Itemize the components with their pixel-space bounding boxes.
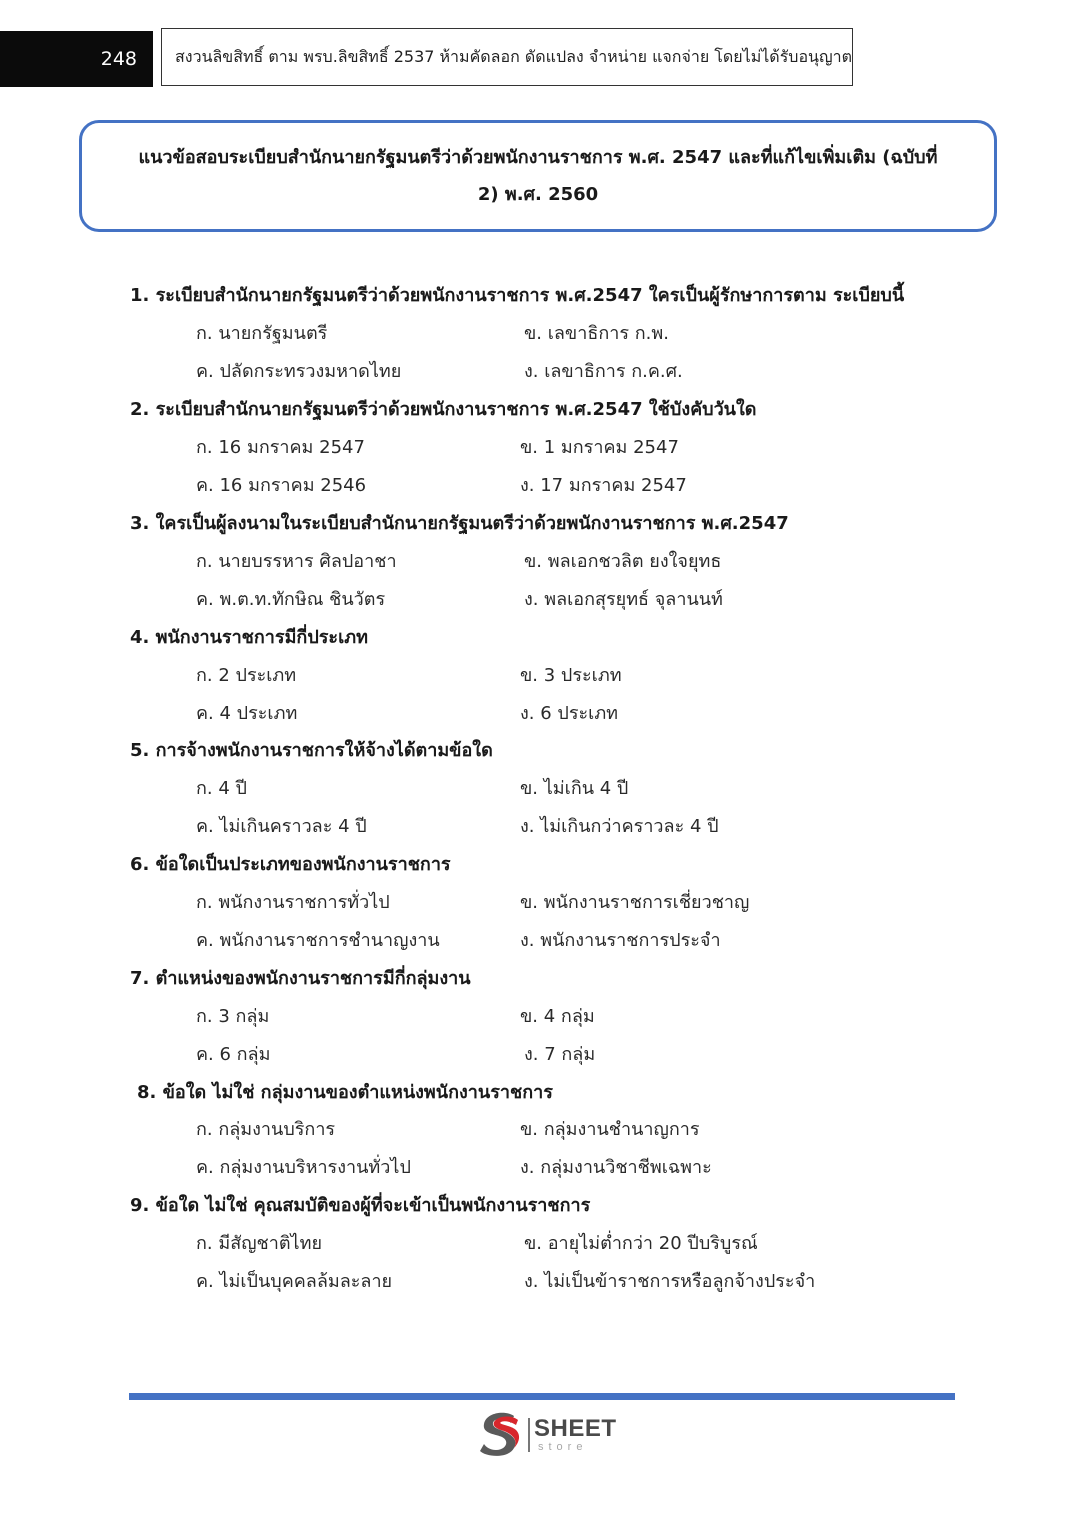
title-line-1: แนวข้อสอบระเบียบสำนักนายกรัฐมนตรีว่าด้วยพนักงานราชการ พ.ศ. 2547 และที่แก้ไขเพิ่มเติม (ฉบับที่	[138, 147, 938, 168]
logo-divider	[528, 1418, 530, 1452]
q1-choice-d: ง. เลขาธิการ ก.ค.ศ.	[524, 361, 683, 382]
question-1: 1. ระเบียบสำนักนายกรัฐมนตรีว่าด้วยพนักงานราชการ พ.ศ.2547 ใครเป็นผู้รักษาการตาม ระเบียบนี้	[130, 285, 905, 306]
question-3: 3. ใครเป็นผู้ลงนามในระเบียบสำนักนายกรัฐมนตรีว่าด้วยพนักงานราชการ พ.ศ.2547	[130, 513, 789, 534]
q6-choice-d: ง. พนักงานราชการประจำ	[520, 930, 721, 951]
title-line-2: 2) พ.ศ. 2560	[477, 184, 599, 205]
question-5: 5. การจ้างพนักงานราชการให้จ้างได้ตามข้อใด	[130, 740, 493, 761]
q8-choice-c: ค. กลุ่มงานบริหารงานทั่วไป	[196, 1157, 411, 1178]
q9-choice-c: ค. ไม่เป็นบุคคลล้มละลาย	[196, 1271, 393, 1292]
q5-choice-a: ก. 4 ปี	[196, 778, 247, 799]
q7-choice-c: ค. 6 กลุ่ม	[196, 1044, 271, 1065]
page-number: 248	[0, 31, 153, 87]
q2-choice-d: ง. 17 มกราคม 2547	[520, 475, 687, 496]
logo-word: SHEET	[534, 1415, 617, 1442]
page-title	[139, 139, 938, 213]
q2-choice-a: ก. 16 มกราคม 2547	[196, 437, 365, 458]
q8-choice-b: ข. กลุ่มงานชำนาญการ	[520, 1119, 700, 1140]
q7-choice-d: ง. 7 กลุ่ม	[524, 1044, 596, 1065]
q3-choice-a: ก. นายบรรหาร ศิลปอาชา	[196, 551, 397, 572]
q2-choice-b: ข. 1 มกราคม 2547	[520, 437, 679, 458]
sheet-store-logo	[478, 1410, 628, 1458]
q1-choice-b: ข. เลขาธิการ ก.พ.	[524, 323, 669, 344]
q4-choice-a: ก. 2 ประเภท	[196, 665, 297, 686]
q7-choice-b: ข. 4 กลุ่ม	[520, 1006, 595, 1027]
q4-choice-b: ข. 3 ประเภท	[520, 665, 622, 686]
q6-choice-a: ก. พนักงานราชการทั่วไป	[196, 892, 390, 913]
q3-choice-b: ข. พลเอกชวลิต ยงใจยุทธ	[524, 551, 722, 572]
logo-sub: store	[538, 1441, 588, 1453]
q3-choice-c: ค. พ.ต.ท.ทักษิณ ชินวัตร	[196, 589, 386, 610]
q8-choice-d: ง. กลุ่มงานวิชาชีพเฉพาะ	[520, 1157, 712, 1178]
question-6: 6. ข้อใดเป็นประเภทของพนักงานราชการ	[130, 854, 451, 875]
question-8: 8. ข้อใด ไม่ใช่ กลุ่มงานของตำแหน่งพนักงานราชการ	[137, 1082, 553, 1103]
q4-choice-d: ง. 6 ประเภท	[520, 703, 619, 724]
q4-choice-c: ค. 4 ประเภท	[196, 703, 298, 724]
q7-choice-a: ก. 3 กลุ่ม	[196, 1006, 270, 1027]
question-2: 2. ระเบียบสำนักนายกรัฐมนตรีว่าด้วยพนักงานราชการ พ.ศ.2547 ใช้บังคับวันใด	[130, 399, 757, 420]
title-box	[79, 120, 997, 232]
q2-choice-c: ค. 16 มกราคม 2546	[196, 475, 367, 496]
q9-choice-b: ข. อายุไม่ต่ำกว่า 20 ปีบริบูรณ์	[524, 1233, 758, 1254]
q1-choice-c: ค. ปลัดกระทรวงมหาดไทย	[196, 361, 402, 382]
q5-choice-c: ค. ไม่เกินคราวละ 4 ปี	[196, 816, 367, 837]
question-9: 9. ข้อใด ไม่ใช่ คุณสมบัติของผู้ที่จะเข้าเป็นพนักงานราชการ	[130, 1195, 591, 1216]
q6-choice-b: ข. พนักงานราชการเชี่ยวชาญ	[520, 892, 750, 913]
q5-choice-d: ง. ไม่เกินกว่าคราวละ 4 ปี	[520, 816, 719, 837]
footer-rule	[129, 1393, 955, 1400]
q5-choice-b: ข. ไม่เกิน 4 ปี	[520, 778, 629, 799]
question-7: 7. ตำแหน่งของพนักงานราชการมีกี่กลุ่มงาน	[130, 968, 471, 989]
q9-choice-d: ง. ไม่เป็นข้าราชการหรือลูกจ้างประจำ	[524, 1271, 816, 1292]
question-4: 4. พนักงานราชการมีกี่ประเภท	[130, 627, 368, 648]
q3-choice-d: ง. พลเอกสุรยุทธ์ จุลานนท์	[524, 589, 723, 610]
q8-choice-a: ก. กลุ่มงานบริการ	[196, 1119, 336, 1140]
logo-s-icon	[478, 1410, 524, 1458]
q6-choice-c: ค. พนักงานราชการชำนาญงาน	[196, 930, 440, 951]
q9-choice-a: ก. มีสัญชาติไทย	[196, 1233, 323, 1254]
q1-choice-a: ก. นายกรัฐมนตรี	[196, 323, 328, 344]
copyright-notice: สงวนลิขสิทธิ์ ตาม พรบ.ลิขสิทธิ์ 2537 ห้ามคัดลอก ดัดแปลง จำหน่าย แจกจ่าย โดยไม่ได้รับอนุญาต	[161, 28, 853, 86]
